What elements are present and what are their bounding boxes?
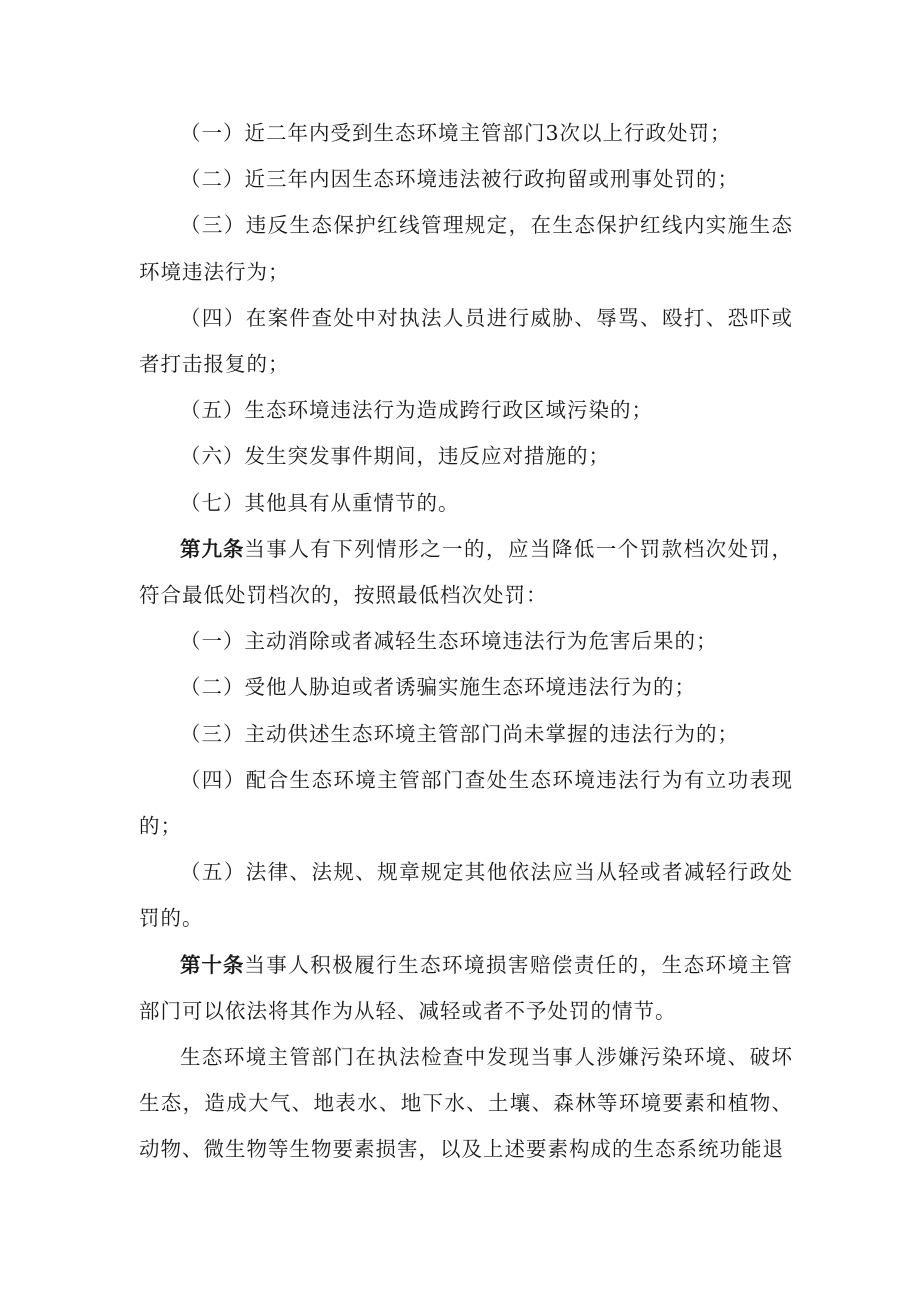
list-item (139, 202, 793, 294)
paragraph-text: （三）违反生态保护红线管理规定，在生态保护红线内实施生态环境违法行为； (139, 213, 793, 284)
paragraph-text: 生态环境主管部门在执法检查中发现当事人涉嫌污染环境、破坏生态，造成大气、地表水、地下水、土壤、森林等环境要素和植物、动物、微生物等生物要素损害，以及上述要素构成的生态系统功能退 (139, 1045, 793, 1162)
list-item (139, 156, 793, 202)
paragraph-text: （四）在案件查处中对执法人员进行威胁、辱骂、殴打、恐吓或者打击报复的； (139, 305, 793, 377)
paragraph-text: （五）法律、法规、规章规定其他依法应当从轻或者减轻行政处罚的。 (139, 860, 793, 931)
body-paragraph (139, 1034, 793, 1173)
article-heading: 第十条 (180, 952, 245, 977)
paragraph-text: （一）近二年内受到生态环境主管部门3次以上行政处罚； (180, 121, 732, 145)
article-paragraph (139, 526, 793, 618)
paragraph-text: 当事人积极履行生态环境损害赔偿责任的，生态环境主管部门可以依法将其作为从轻、减轻或者不予处罚的情节。 (139, 952, 794, 1023)
paragraph-text: 当事人有下列情形之一的，应当降低一个罚款档次处罚，符合最低处罚档次的，按照最低档次处罚： (139, 536, 794, 608)
paragraph-text: （二）近三年内因生态环境违法被行政拘留或刑事处罚的； (180, 167, 739, 192)
article-heading: 第九条 (180, 536, 245, 561)
list-item (139, 618, 793, 664)
paragraph-text: （六）发生突发事件期间，违反应对措施的； (180, 444, 610, 469)
paragraph-text: （四）配合生态环境主管部门查处生态环境违法行为有立功表现的； (139, 767, 793, 839)
list-item (139, 110, 793, 156)
paragraph-text: （二）受他人胁迫或者诱骗实施生态环境违法行为的； (180, 675, 696, 700)
document-body (139, 110, 793, 1173)
list-item (139, 757, 793, 849)
list-item (139, 480, 793, 526)
article-paragraph (139, 942, 793, 1034)
paragraph-text: （一）主动消除或者减轻生态环境违法行为危害后果的； (180, 629, 718, 654)
paragraph-text: （五）生态环境违法行为造成跨行政区域污染的； (180, 398, 653, 423)
list-item (139, 295, 793, 387)
list-item (139, 711, 793, 757)
list-item (139, 433, 793, 479)
paragraph-text: （七）其他具有从重情节的。 (180, 490, 460, 515)
list-item (139, 849, 793, 941)
list-item (139, 664, 793, 710)
list-item (139, 387, 793, 433)
paragraph-text: （三）主动供述生态环境主管部门尚未掌握的违法行为的； (180, 721, 739, 746)
